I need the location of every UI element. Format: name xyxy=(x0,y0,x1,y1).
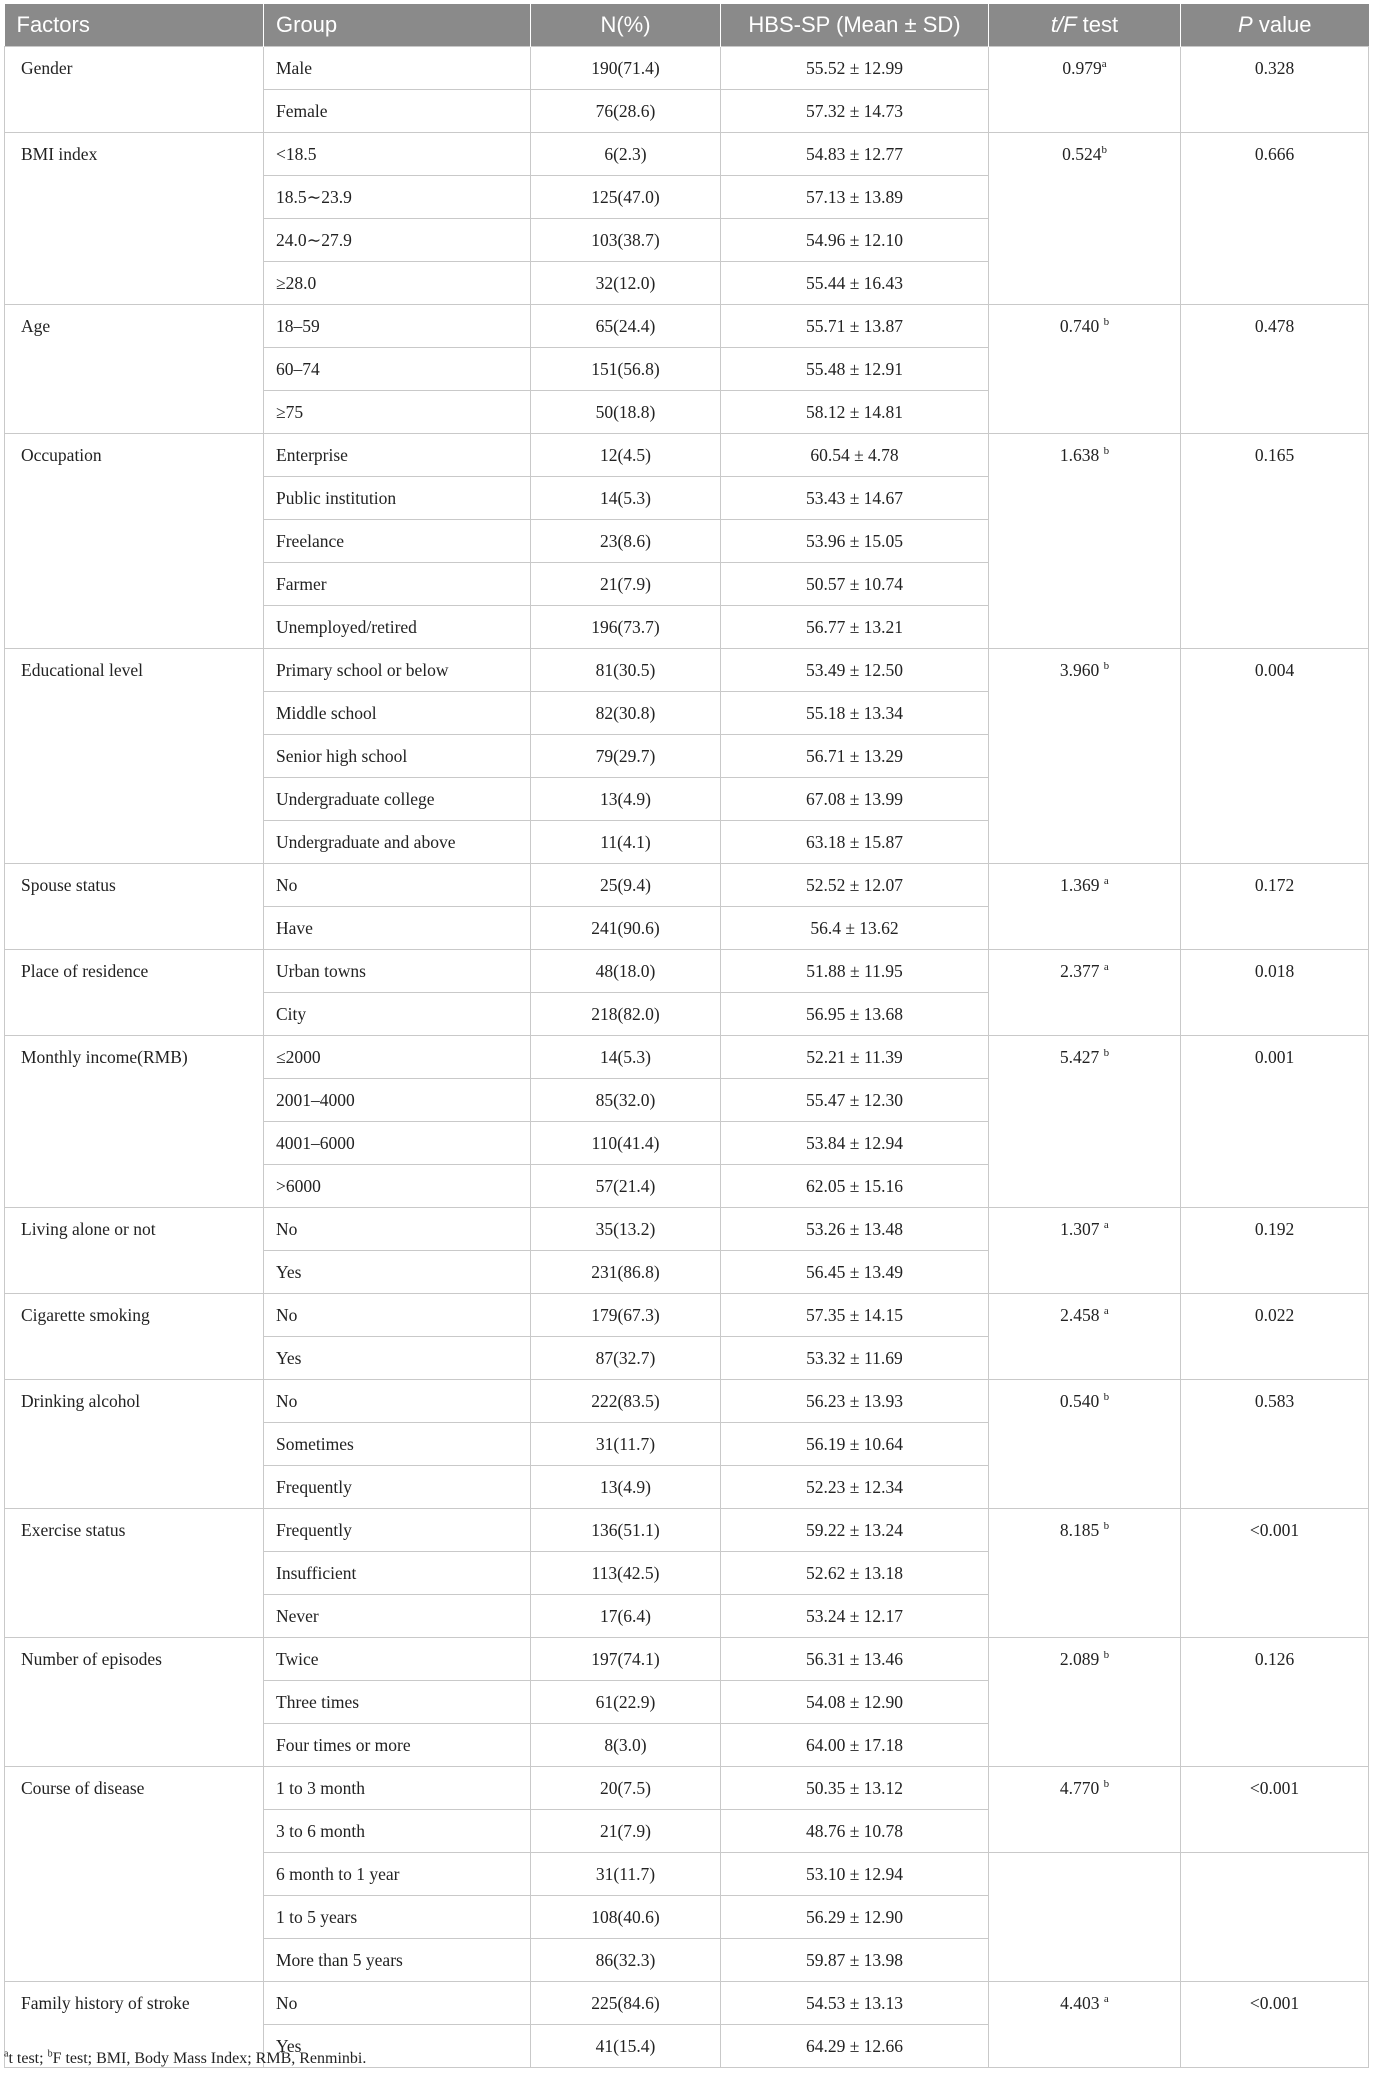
factor-cell: Number of episodes xyxy=(5,1638,264,1767)
n-pct-cell: 50(18.8) xyxy=(531,391,721,434)
test-type-mark: b xyxy=(1103,660,1110,673)
group-cell: 1 to 3 month xyxy=(264,1767,531,1810)
n-pct-cell: 57(21.4) xyxy=(531,1165,721,1208)
factor-cell: Course of disease xyxy=(5,1767,264,1982)
group-cell: Yes xyxy=(264,1251,531,1294)
factor-cell: Age xyxy=(5,305,264,434)
table-row xyxy=(5,1982,1369,2025)
p-value-cell: <0.001 xyxy=(1181,1767,1369,1853)
group-cell: <18.5 xyxy=(264,133,531,176)
n-pct-cell: 113(42.5) xyxy=(531,1552,721,1595)
factor-cell: BMI index xyxy=(5,133,264,305)
test-type-mark: a xyxy=(1103,1305,1109,1318)
tf-test-cell xyxy=(989,1982,1181,2068)
tf-test-cell xyxy=(989,864,1181,950)
header-group: Group xyxy=(264,4,531,47)
tf-test-cell xyxy=(989,950,1181,1036)
p-value-cell: 0.004 xyxy=(1181,649,1369,864)
n-pct-cell: 6(2.3) xyxy=(531,133,721,176)
p-value-cell: 0.583 xyxy=(1181,1380,1369,1509)
tf-test-value: 5.427 xyxy=(1059,1047,1104,1067)
header-p-rest: value xyxy=(1252,12,1312,37)
p-value-cell-empty xyxy=(1181,1853,1369,1982)
header-p-italic: P xyxy=(1238,12,1253,37)
n-pct-cell: 79(29.7) xyxy=(531,735,721,778)
hbs-sp-cell: 57.32 ± 14.73 xyxy=(721,90,989,133)
group-cell: Four times or more xyxy=(264,1724,531,1767)
n-pct-cell: 14(5.3) xyxy=(531,1036,721,1079)
group-cell: 6 month to 1 year xyxy=(264,1853,531,1896)
n-pct-cell: 25(9.4) xyxy=(531,864,721,907)
tf-test-cell-empty xyxy=(989,1853,1181,1982)
n-pct-cell: 61(22.9) xyxy=(531,1681,721,1724)
footnote-text-b: F test; BMI, Body Mass Index; RMB, Renminbi. xyxy=(52,2050,367,2067)
hbs-sp-cell: 56.29 ± 12.90 xyxy=(721,1896,989,1939)
header-tf-italic: t/F xyxy=(1050,12,1077,37)
hbs-sp-cell: 52.23 ± 12.34 xyxy=(721,1466,989,1509)
tf-test-value: 3.960 xyxy=(1059,660,1104,680)
n-pct-cell: 13(4.9) xyxy=(531,1466,721,1509)
n-pct-cell: 151(56.8) xyxy=(531,348,721,391)
group-cell: >6000 xyxy=(264,1165,531,1208)
n-pct-cell: 65(24.4) xyxy=(531,305,721,348)
group-cell: Unemployed/retired xyxy=(264,606,531,649)
test-type-mark: b xyxy=(1103,445,1110,458)
hbs-sp-cell: 55.71 ± 13.87 xyxy=(721,305,989,348)
test-type-mark: a xyxy=(1103,961,1109,974)
group-cell: Freelance xyxy=(264,520,531,563)
n-pct-cell: 87(32.7) xyxy=(531,1337,721,1380)
tf-test-cell xyxy=(989,434,1181,649)
factor-cell: Place of residence xyxy=(5,950,264,1036)
n-pct-cell: 17(6.4) xyxy=(531,1595,721,1638)
hbs-sp-cell: 58.12 ± 14.81 xyxy=(721,391,989,434)
group-cell: Yes xyxy=(264,2025,531,2068)
n-pct-cell: 35(13.2) xyxy=(531,1208,721,1251)
group-cell: Senior high school xyxy=(264,735,531,778)
group-cell: Middle school xyxy=(264,692,531,735)
hbs-sp-cell: 56.31 ± 13.46 xyxy=(721,1638,989,1681)
header-factors: Factors xyxy=(5,4,264,47)
p-value-cell: 0.478 xyxy=(1181,305,1369,434)
hbs-sp-cell: 56.4 ± 13.62 xyxy=(721,907,989,950)
tf-test-cell xyxy=(989,47,1181,133)
n-pct-cell: 21(7.9) xyxy=(531,563,721,606)
group-cell: 60–74 xyxy=(264,348,531,391)
tf-test-value: 4.403 xyxy=(1060,1993,1104,2013)
group-cell: Insufficient xyxy=(264,1552,531,1595)
tf-test-value: 1.369 xyxy=(1060,875,1104,895)
hbs-sp-cell: 59.87 ± 13.98 xyxy=(721,1939,989,1982)
n-pct-cell: 179(67.3) xyxy=(531,1294,721,1337)
group-cell: 2001–4000 xyxy=(264,1079,531,1122)
factor-cell: Cigarette smoking xyxy=(5,1294,264,1380)
tf-test-cell xyxy=(989,133,1181,305)
hbs-sp-cell: 64.29 ± 12.66 xyxy=(721,2025,989,2068)
factor-cell: Monthly income(RMB) xyxy=(5,1036,264,1208)
hbs-sp-cell: 56.45 ± 13.49 xyxy=(721,1251,989,1294)
group-cell: No xyxy=(264,1982,531,2025)
tf-test-value: 2.458 xyxy=(1060,1305,1104,1325)
hbs-sp-cell: 54.53 ± 13.13 xyxy=(721,1982,989,2025)
group-cell: ≥75 xyxy=(264,391,531,434)
header-row xyxy=(5,4,1369,47)
group-cell: More than 5 years xyxy=(264,1939,531,1982)
p-value-cell: 0.018 xyxy=(1181,950,1369,1036)
factor-cell: Exercise status xyxy=(5,1509,264,1638)
table-row xyxy=(5,434,1369,477)
group-cell: City xyxy=(264,993,531,1036)
tf-test-value: 0.979 xyxy=(1062,58,1102,78)
group-cell: 18–59 xyxy=(264,305,531,348)
n-pct-cell: 76(28.6) xyxy=(531,90,721,133)
group-cell: Have xyxy=(264,907,531,950)
test-type-mark: b xyxy=(1103,1649,1110,1662)
hbs-sp-cell: 62.05 ± 15.16 xyxy=(721,1165,989,1208)
factor-cell: Occupation xyxy=(5,434,264,649)
tf-test-cell xyxy=(989,1208,1181,1294)
n-pct-cell: 13(4.9) xyxy=(531,778,721,821)
p-value-cell: 0.126 xyxy=(1181,1638,1369,1767)
table-row xyxy=(5,864,1369,907)
group-cell: Public institution xyxy=(264,477,531,520)
n-pct-cell: 231(86.8) xyxy=(531,1251,721,1294)
test-type-mark: b xyxy=(1103,1520,1110,1533)
p-value-cell: 0.172 xyxy=(1181,864,1369,950)
tf-test-value: 2.089 xyxy=(1059,1649,1104,1669)
n-pct-cell: 110(41.4) xyxy=(531,1122,721,1165)
footnote-mark-b: b xyxy=(47,2048,53,2060)
hbs-sp-cell: 67.08 ± 13.99 xyxy=(721,778,989,821)
hbs-sp-cell: 60.54 ± 4.78 xyxy=(721,434,989,477)
table-row xyxy=(5,1767,1369,1810)
table-row xyxy=(5,1509,1369,1552)
group-cell: 4001–6000 xyxy=(264,1122,531,1165)
n-pct-cell: 48(18.0) xyxy=(531,950,721,993)
table-footnote xyxy=(4,2050,366,2068)
table-row xyxy=(5,1036,1369,1079)
hbs-sp-cell: 53.24 ± 12.17 xyxy=(721,1595,989,1638)
p-value-cell: 0.165 xyxy=(1181,434,1369,649)
p-value-cell: 0.328 xyxy=(1181,47,1369,133)
tf-test-value: 4.770 xyxy=(1059,1778,1104,1798)
tf-test-value: 8.185 xyxy=(1059,1520,1104,1540)
n-pct-cell: 108(40.6) xyxy=(531,1896,721,1939)
n-pct-cell: 8(3.0) xyxy=(531,1724,721,1767)
n-pct-cell: 31(11.7) xyxy=(531,1853,721,1896)
n-pct-cell: 197(74.1) xyxy=(531,1638,721,1681)
hbs-sp-cell: 57.35 ± 14.15 xyxy=(721,1294,989,1337)
header-n-pct: N(%) xyxy=(531,4,721,47)
group-cell: ≥28.0 xyxy=(264,262,531,305)
group-cell: Frequently xyxy=(264,1466,531,1509)
hbs-sp-cell: 53.49 ± 12.50 xyxy=(721,649,989,692)
hbs-sp-cell: 52.21 ± 11.39 xyxy=(721,1036,989,1079)
n-pct-cell: 11(4.1) xyxy=(531,821,721,864)
tf-test-cell xyxy=(989,1638,1181,1767)
n-pct-cell: 125(47.0) xyxy=(531,176,721,219)
group-cell: 18.5∼23.9 xyxy=(264,176,531,219)
header-tf-test xyxy=(989,4,1181,47)
table-row xyxy=(5,950,1369,993)
group-cell: Enterprise xyxy=(264,434,531,477)
table-row xyxy=(5,649,1369,692)
group-cell: Primary school or below xyxy=(264,649,531,692)
test-type-mark: a xyxy=(1103,1993,1109,2006)
tf-test-value: 1.307 xyxy=(1060,1219,1104,1239)
p-value-cell: <0.001 xyxy=(1181,1982,1369,2068)
n-pct-cell: 14(5.3) xyxy=(531,477,721,520)
test-type-mark: b xyxy=(1101,144,1107,157)
group-cell: Frequently xyxy=(264,1509,531,1552)
table-header xyxy=(5,4,1369,47)
hbs-sp-cell: 55.44 ± 16.43 xyxy=(721,262,989,305)
hbs-sp-cell: 55.47 ± 12.30 xyxy=(721,1079,989,1122)
statistics-table xyxy=(4,4,1369,2068)
group-cell: 3 to 6 month xyxy=(264,1810,531,1853)
test-type-mark: a xyxy=(1103,1219,1109,1232)
tf-test-cell xyxy=(989,305,1181,434)
test-type-mark: b xyxy=(1103,1391,1110,1404)
hbs-sp-cell: 53.96 ± 15.05 xyxy=(721,520,989,563)
n-pct-cell: 196(73.7) xyxy=(531,606,721,649)
group-cell: Never xyxy=(264,1595,531,1638)
hbs-sp-cell: 53.84 ± 12.94 xyxy=(721,1122,989,1165)
hbs-sp-cell: 59.22 ± 13.24 xyxy=(721,1509,989,1552)
test-type-mark: b xyxy=(1103,1047,1110,1060)
tf-test-cell xyxy=(989,1509,1181,1638)
group-cell: Undergraduate and above xyxy=(264,821,531,864)
test-type-mark: b xyxy=(1103,1778,1110,1791)
n-pct-cell: 12(4.5) xyxy=(531,434,721,477)
p-value-cell: 0.666 xyxy=(1181,133,1369,305)
factor-cell: Drinking alcohol xyxy=(5,1380,264,1509)
group-cell: No xyxy=(264,864,531,907)
group-cell: Urban towns xyxy=(264,950,531,993)
factor-cell: Educational level xyxy=(5,649,264,864)
tf-test-cell xyxy=(989,1294,1181,1380)
tf-test-cell xyxy=(989,1380,1181,1509)
hbs-sp-cell: 56.71 ± 13.29 xyxy=(721,735,989,778)
n-pct-cell: 23(8.6) xyxy=(531,520,721,563)
p-value-cell: 0.001 xyxy=(1181,1036,1369,1208)
tf-test-value: 0.740 xyxy=(1059,316,1104,336)
hbs-sp-cell: 56.77 ± 13.21 xyxy=(721,606,989,649)
table-row xyxy=(5,1294,1369,1337)
n-pct-cell: 86(32.3) xyxy=(531,1939,721,1982)
factor-cell: Gender xyxy=(5,47,264,133)
group-cell: Farmer xyxy=(264,563,531,606)
hbs-sp-cell: 52.62 ± 13.18 xyxy=(721,1552,989,1595)
hbs-sp-cell: 56.23 ± 13.93 xyxy=(721,1380,989,1423)
hbs-sp-cell: 53.10 ± 12.94 xyxy=(721,1853,989,1896)
group-cell: 1 to 5 years xyxy=(264,1896,531,1939)
hbs-sp-cell: 63.18 ± 15.87 xyxy=(721,821,989,864)
hbs-sp-cell: 54.96 ± 12.10 xyxy=(721,219,989,262)
group-cell: Three times xyxy=(264,1681,531,1724)
hbs-sp-cell: 64.00 ± 17.18 xyxy=(721,1724,989,1767)
tf-test-value: 0.540 xyxy=(1059,1391,1104,1411)
hbs-sp-cell: 57.13 ± 13.89 xyxy=(721,176,989,219)
group-cell: No xyxy=(264,1208,531,1251)
p-value-cell: <0.001 xyxy=(1181,1509,1369,1638)
hbs-sp-cell: 53.26 ± 13.48 xyxy=(721,1208,989,1251)
n-pct-cell: 85(32.0) xyxy=(531,1079,721,1122)
table-row xyxy=(5,1638,1369,1681)
n-pct-cell: 82(30.8) xyxy=(531,692,721,735)
hbs-sp-cell: 48.76 ± 10.78 xyxy=(721,1810,989,1853)
n-pct-cell: 190(71.4) xyxy=(531,47,721,90)
group-cell: ≤2000 xyxy=(264,1036,531,1079)
factor-cell: Spouse status xyxy=(5,864,264,950)
hbs-sp-cell: 53.43 ± 14.67 xyxy=(721,477,989,520)
hbs-sp-cell: 56.19 ± 10.64 xyxy=(721,1423,989,1466)
group-cell: Female xyxy=(264,90,531,133)
n-pct-cell: 20(7.5) xyxy=(531,1767,721,1810)
hbs-sp-cell: 55.48 ± 12.91 xyxy=(721,348,989,391)
group-cell: Undergraduate college xyxy=(264,778,531,821)
n-pct-cell: 136(51.1) xyxy=(531,1509,721,1552)
n-pct-cell: 81(30.5) xyxy=(531,649,721,692)
p-value-cell: 0.192 xyxy=(1181,1208,1369,1294)
hbs-sp-cell: 54.83 ± 12.77 xyxy=(721,133,989,176)
table-row xyxy=(5,133,1369,176)
group-cell: Sometimes xyxy=(264,1423,531,1466)
group-cell: Male xyxy=(264,47,531,90)
hbs-sp-cell: 50.35 ± 13.12 xyxy=(721,1767,989,1810)
p-value-cell: 0.022 xyxy=(1181,1294,1369,1380)
table-body xyxy=(5,47,1369,2068)
factor-cell: Living alone or not xyxy=(5,1208,264,1294)
test-type-mark: a xyxy=(1103,875,1109,888)
hbs-sp-cell: 52.52 ± 12.07 xyxy=(721,864,989,907)
tf-test-value: 2.377 xyxy=(1060,961,1104,981)
group-cell: 24.0∼27.9 xyxy=(264,219,531,262)
tf-test-cell xyxy=(989,649,1181,864)
group-cell: No xyxy=(264,1294,531,1337)
group-cell: No xyxy=(264,1380,531,1423)
n-pct-cell: 21(7.9) xyxy=(531,1810,721,1853)
hbs-sp-cell: 50.57 ± 10.74 xyxy=(721,563,989,606)
n-pct-cell: 103(38.7) xyxy=(531,219,721,262)
footnote-text-a: t test; xyxy=(8,2050,48,2067)
tf-test-value: 0.524 xyxy=(1062,144,1102,164)
footnote-mark-a: a xyxy=(4,2048,9,2060)
n-pct-cell: 41(15.4) xyxy=(531,2025,721,2068)
header-tf-rest: test xyxy=(1076,12,1119,37)
test-type-mark: a xyxy=(1101,58,1107,71)
test-type-mark: b xyxy=(1103,316,1110,329)
group-cell: Twice xyxy=(264,1638,531,1681)
table-row xyxy=(5,1208,1369,1251)
n-pct-cell: 218(82.0) xyxy=(531,993,721,1036)
header-p-value xyxy=(1181,4,1369,47)
hbs-sp-cell: 54.08 ± 12.90 xyxy=(721,1681,989,1724)
tf-test-cell xyxy=(989,1036,1181,1208)
n-pct-cell: 225(84.6) xyxy=(531,1982,721,2025)
table-row xyxy=(5,47,1369,90)
table-row xyxy=(5,1380,1369,1423)
factor-cell: Family history of stroke xyxy=(5,1982,264,2068)
hbs-sp-cell: 53.32 ± 11.69 xyxy=(721,1337,989,1380)
n-pct-cell: 32(12.0) xyxy=(531,262,721,305)
hbs-sp-cell: 51.88 ± 11.95 xyxy=(721,950,989,993)
group-cell: Yes xyxy=(264,1337,531,1380)
hbs-sp-cell: 55.52 ± 12.99 xyxy=(721,47,989,90)
tf-test-value: 1.638 xyxy=(1059,445,1104,465)
tf-test-cell xyxy=(989,1767,1181,1853)
table-row xyxy=(5,305,1369,348)
hbs-sp-cell: 55.18 ± 13.34 xyxy=(721,692,989,735)
n-pct-cell: 222(83.5) xyxy=(531,1380,721,1423)
hbs-sp-cell: 56.95 ± 13.68 xyxy=(721,993,989,1036)
n-pct-cell: 241(90.6) xyxy=(531,907,721,950)
header-hbs-sp: HBS-SP (Mean ± SD) xyxy=(721,4,989,47)
n-pct-cell: 31(11.7) xyxy=(531,1423,721,1466)
